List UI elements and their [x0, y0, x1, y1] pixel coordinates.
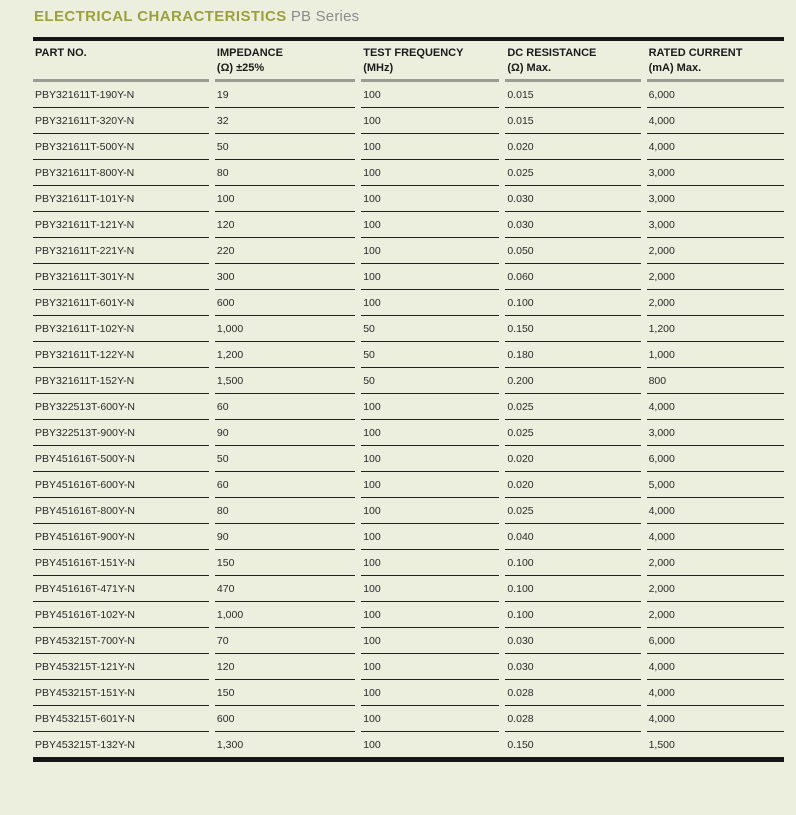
- cell-part-no: PBY453215T-601Y-N: [33, 706, 209, 732]
- cell-impedance: 32: [215, 108, 355, 134]
- cell-impedance: 300: [215, 264, 355, 290]
- column-header-impedance: IMPEDANCE (Ω) ±25%: [215, 41, 355, 82]
- cell-part-no: PBY451616T-500Y-N: [33, 446, 209, 472]
- cell-part-no: PBY453215T-151Y-N: [33, 680, 209, 706]
- cell-part-no: PBY321611T-221Y-N: [33, 238, 209, 264]
- cell-test-frequency: 100: [361, 680, 499, 706]
- cell-part-no: PBY451616T-151Y-N: [33, 550, 209, 576]
- cell-impedance: 90: [215, 420, 355, 446]
- series-subtitle: PB Series: [290, 8, 360, 25]
- cell-test-frequency: 100: [361, 706, 499, 732]
- table-row: [33, 602, 784, 628]
- cell-impedance: 220: [215, 238, 355, 264]
- cell-part-no: PBY321611T-601Y-N: [33, 290, 209, 316]
- cell-impedance: 90: [215, 524, 355, 550]
- cell-test-frequency: 100: [361, 524, 499, 550]
- table-row: [33, 550, 784, 576]
- cell-dc-resistance: 0.028: [505, 706, 640, 732]
- cell-test-frequency: 100: [361, 654, 499, 680]
- table-row: [33, 446, 784, 472]
- table-row: [33, 628, 784, 654]
- table-row: [33, 576, 784, 602]
- cell-part-no: PBY321611T-152Y-N: [33, 368, 209, 394]
- cell-dc-resistance: 0.028: [505, 680, 640, 706]
- cell-dc-resistance: 0.060: [505, 264, 640, 290]
- cell-dc-resistance: 0.050: [505, 238, 640, 264]
- cell-dc-resistance: 0.030: [505, 628, 640, 654]
- cell-part-no: PBY453215T-132Y-N: [35, 739, 136, 751]
- cell-dc-resistance: 0.015: [505, 82, 640, 108]
- cell-dc-resistance: 0.025: [505, 498, 640, 524]
- cell-impedance: 150: [215, 680, 355, 706]
- cell-rated-current: 4,000: [647, 706, 784, 732]
- cell-test-frequency: 50: [361, 342, 499, 368]
- cell-rated-current: 3,000: [647, 420, 784, 446]
- cell-rated-current: 6,000: [647, 82, 784, 108]
- table-body: [33, 82, 784, 757]
- table-row: [33, 472, 784, 498]
- cell-rated-current: 1,200: [647, 316, 784, 342]
- cell-rated-current: 5,000: [647, 472, 784, 498]
- cell-test-frequency: 100: [361, 394, 499, 420]
- cell-test-frequency: 100: [361, 628, 499, 654]
- table-row: [33, 186, 784, 212]
- cell-rated-current: 6,000: [647, 446, 784, 472]
- datasheet-page: [33, 0, 784, 762]
- cell-test-frequency: 50: [361, 316, 499, 342]
- cell-rated-current: 4,000: [647, 524, 784, 550]
- cell-part-no: PBY321611T-500Y-N: [33, 134, 209, 160]
- cell-part-no: PBY321611T-800Y-N: [33, 160, 209, 186]
- cell-rated-current: 4,000: [647, 654, 784, 680]
- cell-rated-current: 2,000: [647, 576, 784, 602]
- cell-rated-current: 1,500: [648, 739, 675, 751]
- cell-part-no: PBY321611T-301Y-N: [33, 264, 209, 290]
- cell-rated-current: 6,000: [647, 628, 784, 654]
- cell-rated-current: 3,000: [647, 186, 784, 212]
- cell-impedance: 1,000: [215, 316, 355, 342]
- cell-test-frequency: 100: [361, 290, 499, 316]
- section-title: ELECTRICAL CHARACTERISTICS: [34, 8, 287, 25]
- cell-dc-resistance: 0.150: [505, 316, 640, 342]
- cell-impedance: 120: [215, 212, 355, 238]
- cell-rated-current: 4,000: [647, 108, 784, 134]
- cell-part-no: PBY451616T-600Y-N: [33, 472, 209, 498]
- table-row: [33, 82, 784, 108]
- table-row: [33, 290, 784, 316]
- cell-dc-resistance: 0.030: [505, 212, 640, 238]
- cell-test-frequency: 100: [361, 446, 499, 472]
- cell-test-frequency: 100: [361, 186, 499, 212]
- table-row: [33, 524, 784, 550]
- cell-impedance: 100: [215, 186, 355, 212]
- cell-test-frequency: 100: [361, 212, 499, 238]
- table-row: [33, 732, 784, 757]
- cell-part-no: PBY322513T-900Y-N: [33, 420, 209, 446]
- table-header-row: [33, 41, 784, 82]
- cell-part-no: PBY451616T-102Y-N: [33, 602, 209, 628]
- cell-test-frequency: 100: [361, 238, 499, 264]
- table-row: [33, 238, 784, 264]
- cell-impedance: 1,300: [216, 739, 244, 751]
- table-row: [33, 680, 784, 706]
- cell-test-frequency: 100: [361, 550, 499, 576]
- cell-impedance: 80: [215, 160, 355, 186]
- cell-part-no: PBY321611T-121Y-N: [33, 212, 209, 238]
- cell-dc-resistance: 0.100: [505, 602, 640, 628]
- table-row: [33, 264, 784, 290]
- cell-part-no: PBY451616T-900Y-N: [33, 524, 209, 550]
- cell-dc-resistance: 0.100: [505, 576, 640, 602]
- cell-rated-current: 4,000: [647, 394, 784, 420]
- cell-impedance: 70: [215, 628, 355, 654]
- column-header-test-frequency: TEST FREQUENCY (MHz): [361, 41, 499, 82]
- cell-dc-resistance: 0.100: [505, 290, 640, 316]
- cell-dc-resistance: 0.030: [505, 186, 640, 212]
- cell-part-no: PBY451616T-471Y-N: [33, 576, 209, 602]
- cell-impedance: 150: [215, 550, 355, 576]
- cell-impedance: 60: [215, 472, 355, 498]
- table-row: [33, 342, 784, 368]
- cell-test-frequency: 100: [361, 108, 499, 134]
- cell-rated-current: 4,000: [647, 134, 784, 160]
- table-row: [33, 368, 784, 394]
- cell-rated-current: 4,000: [647, 680, 784, 706]
- cell-dc-resistance: 0.025: [505, 394, 640, 420]
- cell-part-no: PBY451616T-800Y-N: [33, 498, 209, 524]
- cell-impedance: 1,000: [215, 602, 355, 628]
- cell-impedance: 600: [215, 706, 355, 732]
- cell-dc-resistance: 0.015: [505, 108, 640, 134]
- table-row: [33, 160, 784, 186]
- column-header-dc-resistance: DC RESISTANCE (Ω) Max.: [505, 41, 640, 82]
- cell-test-frequency: 100: [361, 134, 499, 160]
- cell-part-no: PBY453215T-121Y-N: [33, 654, 209, 680]
- cell-test-frequency: 100: [361, 498, 499, 524]
- cell-dc-resistance: 0.150: [507, 739, 534, 751]
- cell-part-no: PBY453215T-700Y-N: [33, 628, 209, 654]
- cell-impedance: 50: [215, 134, 355, 160]
- table-row: [33, 498, 784, 524]
- cell-impedance: 470: [215, 576, 355, 602]
- cell-dc-resistance: 0.040: [505, 524, 640, 550]
- electrical-characteristics-table-frame: [33, 37, 784, 762]
- cell-rated-current: 3,000: [647, 160, 784, 186]
- cell-impedance: 80: [215, 498, 355, 524]
- cell-dc-resistance: 0.020: [505, 472, 640, 498]
- cell-rated-current: 2,000: [647, 290, 784, 316]
- cell-rated-current: 2,000: [647, 550, 784, 576]
- cell-part-no: PBY321611T-320Y-N: [33, 108, 209, 134]
- cell-test-frequency: 100: [361, 472, 499, 498]
- cell-part-no: PBY321611T-122Y-N: [33, 342, 209, 368]
- cell-rated-current: 3,000: [647, 212, 784, 238]
- column-header-rated-current: RATED CURRENT (mA) Max.: [647, 41, 784, 82]
- cell-dc-resistance: 0.025: [505, 160, 640, 186]
- cell-part-no: PBY322513T-600Y-N: [33, 394, 209, 420]
- cell-impedance: 1,500: [215, 368, 355, 394]
- cell-part-no: PBY321611T-102Y-N: [33, 316, 209, 342]
- cell-impedance: 120: [215, 654, 355, 680]
- cell-rated-current: 2,000: [647, 264, 784, 290]
- cell-test-frequency: 100: [361, 264, 499, 290]
- electrical-characteristics-table: [27, 41, 790, 757]
- cell-dc-resistance: 0.020: [505, 446, 640, 472]
- cell-dc-resistance: 0.180: [505, 342, 640, 368]
- page-title: [34, 8, 784, 26]
- table-row: [33, 134, 784, 160]
- cell-rated-current: 4,000: [647, 498, 784, 524]
- cell-test-frequency: 100: [361, 420, 499, 446]
- column-header-part-no: PART NO.: [33, 41, 209, 82]
- cell-dc-resistance: 0.200: [505, 368, 640, 394]
- cell-rated-current: 2,000: [647, 238, 784, 264]
- cell-part-no: PBY321611T-190Y-N: [33, 82, 209, 108]
- table-row: [33, 212, 784, 238]
- table-row: [33, 654, 784, 680]
- table-row: [33, 108, 784, 134]
- cell-dc-resistance: 0.030: [505, 654, 640, 680]
- cell-impedance: 50: [215, 446, 355, 472]
- cell-dc-resistance: 0.100: [505, 550, 640, 576]
- table-row: [33, 316, 784, 342]
- cell-impedance: 19: [215, 82, 355, 108]
- cell-test-frequency: 100: [361, 160, 499, 186]
- cell-test-frequency: 100: [361, 576, 499, 602]
- cell-part-no: PBY321611T-101Y-N: [33, 186, 209, 212]
- cell-dc-resistance: 0.025: [505, 420, 640, 446]
- cell-test-frequency: 100: [361, 82, 499, 108]
- cell-impedance: 1,200: [215, 342, 355, 368]
- cell-impedance: 60: [215, 394, 355, 420]
- cell-rated-current: 800: [647, 368, 784, 394]
- cell-test-frequency: 50: [361, 368, 499, 394]
- cell-test-frequency: 100: [361, 602, 499, 628]
- cell-dc-resistance: 0.020: [505, 134, 640, 160]
- table-row: [33, 420, 784, 446]
- table-row: [33, 394, 784, 420]
- cell-test-frequency: 100: [363, 739, 381, 751]
- table-row: [33, 706, 784, 732]
- cell-rated-current: 2,000: [647, 602, 784, 628]
- cell-impedance: 600: [215, 290, 355, 316]
- cell-rated-current: 1,000: [647, 342, 784, 368]
